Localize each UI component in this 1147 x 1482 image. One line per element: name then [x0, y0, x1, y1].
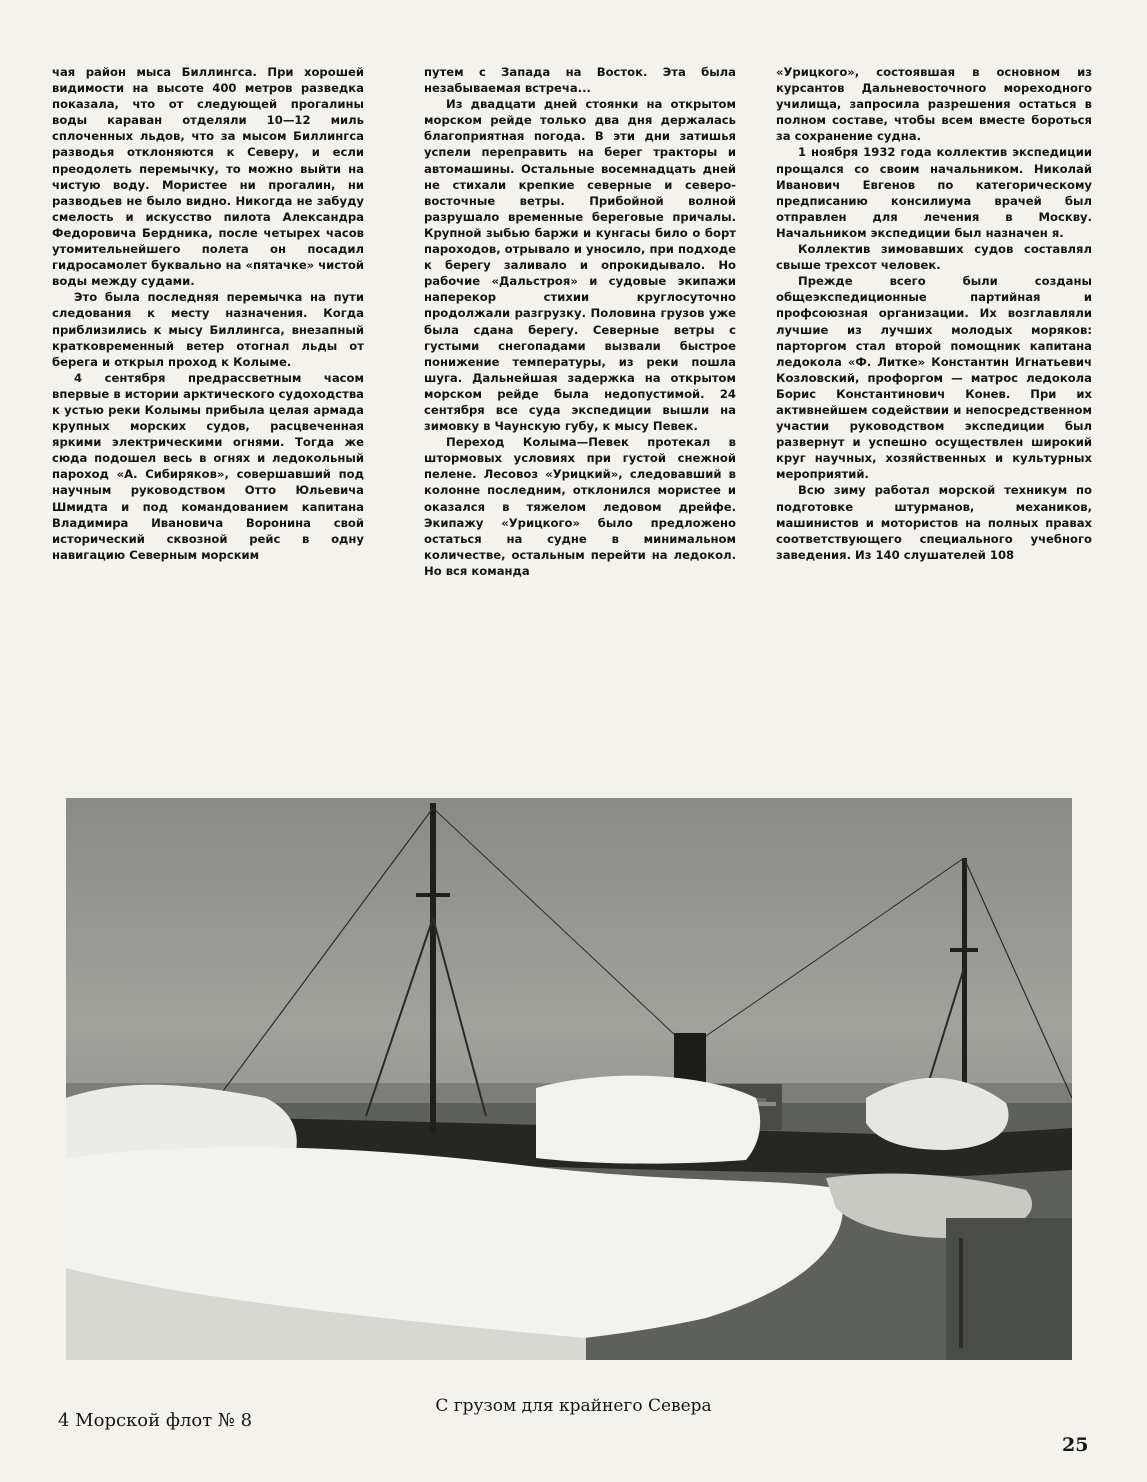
paragraph: Коллектив зимовавших судов составлял свыше трехсот человек.: [776, 242, 1092, 273]
paragraph: Всю зиму работал морской техникум по подготовке штурманов, механиков, машинистов и мотористов на полных правах соответствующего специального учебного заведения. Из 140 слушателей 108: [776, 483, 1092, 562]
text-column-3: [776, 64, 1092, 563]
text-column-1: [52, 64, 364, 563]
paragraph: Из двадцати дней стоянки на открытом морском рейде только два дня держалась благоприятная погода. В эти дни затишья успели переправить на берег тракторы и автомашины. Остальные восемнадцать дней не стихали крепкие северные и северо-восточные ветры. Прибойной волной разрушало временные береговые причалы. Крупной зыбью баржи и кунгасы било о борт пароходов, отрывало и уносило, при подходе к берегу заливало и опрокидывало. Но рабочие «Дальстроя» и судовые экипажи наперекор стихии круглосуточно продолжали разгрузку. Половина грузов уже была сдана берегу. Северные ветры с густыми снегопадами вызвали быстрое понижение температуры, из реки пошла шуга. Дальнейшая задержка на открытом морском рейде была недопустимой. 24 сентября все суда экспедиции вышли на зимовку в Чаунскую губу, к мысу Певек.: [424, 97, 736, 434]
paragraph: чая район мыса Биллингса. При хорошей видимости на высоте 400 метров разведка показала, что от следующей прогалины воды караван отделяли 10—12 миль сплоченных льдов, что за мысом Биллингса разводья отклоняются к Северу, и если преодолеть перемычку, то можно выйти на чистую воду. Мористее ни прогалин, ни разводьев не было видно. Никогда не забуду смелость и искусство пилота Александра Федоровича Бердника, после четырех часов утомительнейшего полета он посадил гидросамолет буквально на «пятачке» чистой воды между судами.: [52, 65, 364, 289]
paragraph: Это была последняя перемычка на пути следования к месту назначения. Когда приблизились к мысу Биллингса, внезапный кратковременный ветер отогнал льды от берега и открыл проход к Колыме.: [52, 290, 364, 369]
page-number: 25: [1062, 1434, 1089, 1456]
paragraph: Прежде всего были созданы общеэкспедиционные партийная и профсоюзная организации. Их возглавляли лучшие из лучших молодых моряков: парторгом стал второй помощник капитана ледокола «Ф. Литке» Константин Игнатьевич Козловский, профоргом — матрос ледокола Борис Константинович Конев. При их активнейшем содействии и непосредственном участии руководством экспедиции был развернут и успешно осуществлен широкий круг научных, хозяйственных и культурных мероприятий.: [776, 274, 1092, 482]
footer-signature: 4 Морской флот № 8: [58, 1410, 253, 1431]
paragraph: «Урицкого», состоявшая в основном из курсантов Дальневосточного мореходного училища, запросила разрешения остаться в полном составе, чтобы всем вместе бороться за сохранение судна.: [776, 65, 1092, 144]
ship-in-ice-photo: [66, 798, 1072, 1360]
ship-illustration: [66, 798, 1072, 1360]
paragraph: Переход Колыма—Певек протекал в штормовых условиях при густой снежной пелене. Лесовоз «Урицкий», следовавший в колонне последним, отклонился мористее и оказался в тяжелом ледовом дрейфе. Экипажу «Урицкого» было предложено остаться на судне в минимальном количестве, остальным перейти на ледокол. Но вся команда: [424, 435, 736, 578]
paragraph: 1 ноября 1932 года коллектив экспедиции прощался со своим начальником. Николай Иванович Евгенов по категорическому предписанию консилиума врачей был отправлен для лечения в Москву. Начальником экспедиции был назначен я.: [776, 145, 1092, 240]
figure-caption: С грузом для крайнего Севера: [435, 1396, 712, 1416]
paragraph: путем с Запада на Восток. Эта была незабываемая встреча...: [424, 65, 736, 96]
paragraph: 4 сентября предрассветным часом впервые в истории арктического судоходства к устью реки Колымы прибыла целая армада крупных морских судов, расцвеченная яркими электрическими огнями. Тогда же сюда подошел весь в огнях и ледокольный пароход «А. Сибиряков», совершавший под научным руководством Отто Юльевича Шмидта и под командованием капитана Владимира Ивановича Воронина свой исторический сквозной рейс в одну навигацию Северным морским: [52, 370, 364, 562]
text-column-2: [424, 64, 736, 579]
